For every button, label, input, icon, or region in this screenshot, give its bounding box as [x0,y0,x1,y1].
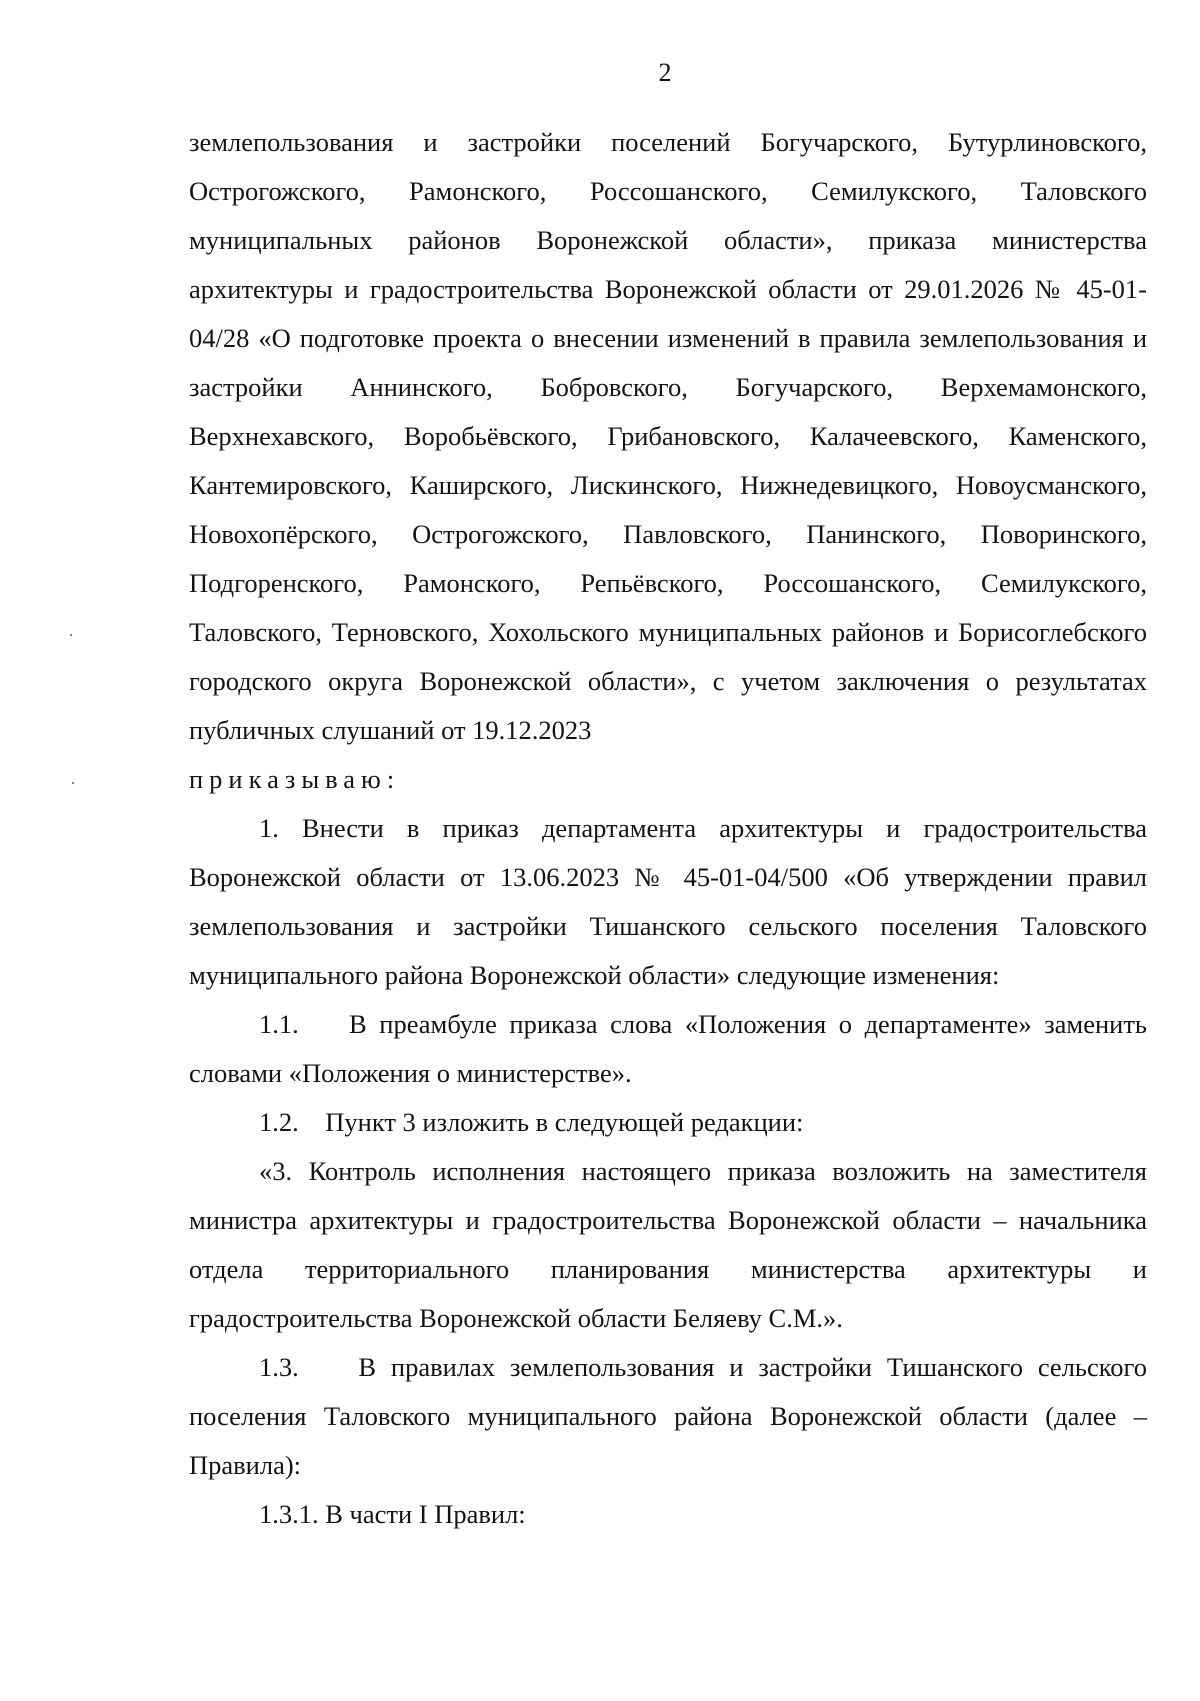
item-1-2-number: 1.2. [259,1107,299,1137]
item-1-3-number: 1.3. [259,1352,299,1382]
item-1-2-paragraph [189,1098,1147,1147]
item-1-1-paragraph [189,1000,1147,1098]
page-number: 2 [658,58,672,87]
document-body [189,118,1147,1539]
item-1-3-1-paragraph: 1.3.1. В части I Правил: [259,1499,526,1529]
order-word: приказываю: [189,764,401,794]
scan-speck [72,782,74,784]
item-1-3-paragraph [189,1343,1147,1490]
scan-speck [70,634,72,636]
item-1-1-text: В преамбуле приказа слова «Положения о департаменте» заменить словами «Положения о министерстве». [189,1009,1147,1088]
item-1-2-text: Пункт 3 изложить в следующей редакции: [325,1107,804,1137]
item-1-2-quote: «3. Контроль исполнения настоящего приказа возложить на заместителя министра архитектуры и градостроительства Воронежской области – начальника отдела территориального планирования министерства архитектуры и градостроительства Воронежской области Беляеву С.М.». [189,1156,1147,1333]
item-1-paragraph: 1. Внести в приказ департамента архитектуры и градостроительства Воронежской области от 13.06.2023 № 45-01-04/500 «Об утверждении правил землепользования и застройки Тишанского сельского поселения Таловского муниципального района Воронежской области» следующие изменения: [189,813,1147,990]
intro-paragraph: землепользования и застройки поселений Богучарского, Бутурлиновского, Острогожского, Рамонского, Россошанского, Семилукского, Таловского муниципальных районов Воронежской области», приказа министерства архитектуры и градостроительства Воронежской области от 29.01.2026 № 45-01-04/28 «О подготовке проекта о внесении изменений в правила землепользования и застройки Аннинского, Бобровского, Богучарского, Верхемамонского, Верхнехавского, Воробьёвского, Грибановского, Калачеевского, Каменского, Кантемировского, Каширского, Лискинского, Нижнедевицкого, Новоусманского, Новохопёрского, Острогожского, Павловского, Панинского, Поворинского, Подгоренского, Рамонского, Репьёвского, Россошанского, Семилукского, Таловского, Терновского, Хохольского муниципальных районов и Борисоглебского городского округа Воронежской области», с учетом заключения о результатах публичных слушаний от 19.12.2023 [189,127,1147,745]
item-1-3-text: В правилах землепользования и застройки Тишанского сельского поселения Таловского муниципального района Воронежской области (далее – Правила): [189,1352,1148,1480]
item-1-1-number: 1.1. [259,1009,299,1039]
